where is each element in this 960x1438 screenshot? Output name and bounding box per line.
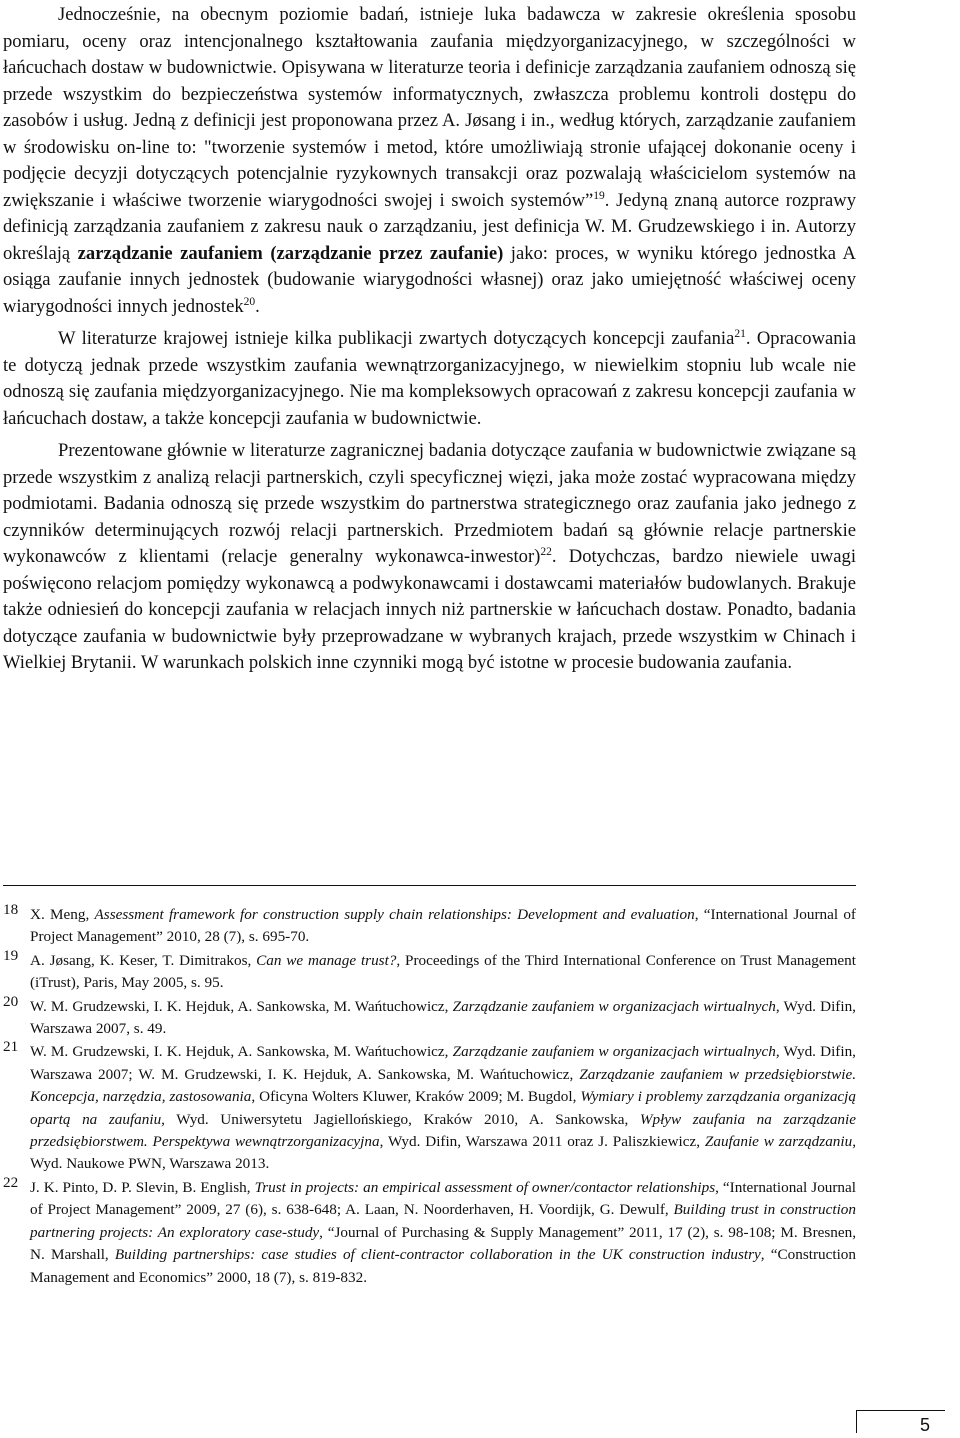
- page-number: 5: [920, 1415, 931, 1435]
- footnote-text: W. M. Grudzewski, I. K. Hejduk, A. Sankowska, M. Wańtuchowicz,: [30, 1043, 453, 1061]
- footnote-title-italic: Wpływ zaufania na zarządzanie przedsiębiorstwem. Perspektywa wewnątrzorganizacyjna: [30, 1110, 856, 1151]
- footnote-number: 21: [3, 1038, 19, 1056]
- footnote-text: , Proceedings of the Third International Conference on Trust Management (iTrust), Paris, May 2005, s. 95.: [30, 951, 856, 992]
- footnote-ref-19[interactable]: 19: [593, 189, 605, 202]
- bold-term: zarządzanie zaufaniem (zarządzanie przez zaufanie): [77, 242, 504, 264]
- paragraph-2-text-a: W literaturze krajowej istnieje kilka publikacji zwartych dotyczących koncepcji zaufania: [58, 328, 735, 349]
- paragraph-1-text-c: . Jedyną znaną autorce rozprawy definicją zarządzania zaufaniem z zakresu nauk o zarządzaniu, jest definicja W. M. Grudzewskiego i in.: [3, 189, 856, 237]
- paragraph-2-text-b: . Opracowania te dotyczą jednak przede wszystkim zaufania wewnątrzorganizacyjnego, w niewielkim stopniu lub wcale nie odnoszą się zaufania międzyorganizacyjnego. Nie ma kompleksowych opracowań z zakresu koncepcji zaufania w łańcuchach dostaw, a także koncepcji zaufania w budownictwie.: [3, 328, 856, 429]
- footnote-title-italic: Trust in projects: an empirical assessment of owner/contactor relationships: [254, 1178, 716, 1196]
- footnote-text: , “Construction Management and Economics” 2000, 18 (7), s. 819-832.: [30, 1246, 856, 1286]
- footnote-ref-22[interactable]: 22: [540, 546, 552, 559]
- footnote-text: W. M. Grudzewski, I. K. Hejduk, A. Sankowska, M. Wańtuchowicz,: [30, 997, 453, 1015]
- footnote-text: , Wyd. Difin, Warszawa 2007, s. 49.: [30, 997, 856, 1038]
- footnote-20: [3, 992, 856, 1041]
- footnote-title-italic: Zarządzanie zaufaniem w organizacjach wirtualnych: [452, 1043, 776, 1061]
- footnote-18: [3, 901, 856, 949]
- footnote-title-italic: Zarządzanie zaufaniem w przedsiębiorstwie. Koncepcja, narzędzia, zastosowania: [30, 1065, 856, 1106]
- footnote-number: 20: [3, 992, 19, 1010]
- footnote-text: , Wyd. Difin, Warszawa 2011 oraz J. Paliszkiewicz,: [379, 1133, 705, 1151]
- footnote-text: , Oficyna Wolters Kluwer, Kraków 2009; M. Bugdol,: [251, 1088, 581, 1106]
- paragraph-1: [3, 2, 856, 320]
- page-number-frame: [856, 1410, 945, 1433]
- footnote-number: 22: [3, 1173, 19, 1191]
- paragraph-3-text-b: . Dotychczas, bardzo niewiele uwagi poświęcono relacjom pomiędzy wykonawcą a podwykonawcami i dostawcami materiałów budowlanych. Brakuje także odniesień do koncepcji zaufania w relacjach innych niż partnerskie w łańcuchach dostaw. Ponadto, badania dotyczące zaufania w budownictwie były przeprowadzane w wybranych krajach, przede wszystkim w Chinach i Wielkiej Brytanii. W warunkach polskich inne czynniki mogą być istotne w procesie budowania zaufania.: [3, 546, 856, 673]
- footnote-title-italic: Wymiary i problemy zarządzania organizacją opartą na zaufaniu,: [30, 1088, 856, 1128]
- footnote-19: [3, 946, 856, 995]
- footnote-number: 18: [3, 901, 19, 918]
- footnote-text: A. Jøsang, K. Keser, T. Dimitrakos,: [30, 951, 257, 969]
- footnote-title-italic: Can we manage trust?: [256, 951, 397, 969]
- footnote-text: , Wyd. Difin, Warszawa 2007; W. M. Grudzewski, I. K. Hejduk, A. Sankowska, M. Wańtuchowicz,: [30, 1043, 856, 1083]
- footnote-title-italic: Building partnerships: case studies of client-contractor collaboration in the UK construction industry: [114, 1246, 761, 1264]
- footnote-text: , “Journal of Purchasing & Supply Management” 2011, 17 (2), s. 98-108; M. Bresnen, N. Marshall,: [30, 1223, 857, 1264]
- paragraph-1-text-b: , według których, zarządzanie zaufaniem w środowisku on-line to: "tworzenie systemów i metod, które umożliwiają stronie ufającej dokonanie oceny i podjęcie decyzji dotyczących potencjalnie ryzykownych transakcji oraz pozwalają właścicielom systemów na zwiększanie i właściwe tworzenie wiarygodności swojej i swoich systemów”: [3, 110, 856, 211]
- footnotes-section: [3, 901, 857, 1290]
- footnote-ref-20[interactable]: 20: [243, 295, 256, 308]
- paragraph-3-text-a: Prezentowane głównie w literaturze zagranicznej badania dotyczące zaufania w budownictwie związane są przede wszystkim z analizą relacji partnerskich, czyli specyficznej więzi, jaka może zostać wypracowana między podmiotami. Badania odnoszą się przede wszystkim do partnerstwa strategicznego oraz zaufania jako jednego z czynników determinujących rozwój relacji partnerskich. Przedmiotem badań są głównie relacje partnerskie wykonawców z klientami (relacje generalny wykonawca-inwestor): [3, 440, 856, 567]
- paragraph-1-text-f: .: [255, 295, 260, 317]
- footnote-title-italic: Building trust in construction partnering projects: An exploratory case-study: [30, 1201, 856, 1241]
- paragraph-1-text-e: jako: proces, w wyniku którego jednostka A osiąga zaufanie innych jednostek (budowanie wiarygodności własnej) oraz jako umiejętność właściwej oceny wiarygodności innych jednostek: [3, 242, 856, 317]
- footnote-text: Wyd. Uniwersytetu Jagiellońskiego, Kraków 2010, A. Sankowska,: [164, 1110, 640, 1128]
- paragraph-1-text-a: Jednocześnie, na obecnym poziomie badań, istnieje luka badawcza w zakresie określenia sposobu pomiaru, oceny oraz intencjonalnego kształtowania zaufania międzyorganizacyjnego, w szczególności w łańcuchach dostaw w budownictwie. Opisywana w literaturze teoria i definicje zarządzania zaufaniem odnoszą się przede wszystkim do bezpieczeństwa systemów informatycznych, zwłaszcza problemu kontroli dostępu do zasobów i usług. Jedną z definicji jest proponowana przez A. Jøsang i in.: [3, 4, 856, 131]
- footnote-22: [3, 1173, 857, 1289]
- paragraph-1-text-d: Autorzy określają: [3, 216, 856, 264]
- footnote-title-italic: Assessment framework for construction supply chain relationships: Development and evaluation: [94, 906, 695, 923]
- footnote-title-italic: Zarządzanie zaufaniem w organizacjach wirtualnych: [452, 997, 776, 1015]
- footnote-title-italic: Zaufanie w zarządzaniu: [704, 1133, 853, 1151]
- footnote-text: , Wyd. Naukowe PWN, Warszawa 2013.: [30, 1133, 856, 1173]
- body-text: [3, 2, 856, 677]
- paragraph-2: [3, 326, 856, 432]
- footnote-text: X. Meng,: [30, 906, 95, 923]
- footnote-ref-21[interactable]: 21: [734, 328, 746, 341]
- paragraph-3: [3, 438, 856, 677]
- footnote-text: , “International Journal of Project Management” 2010, 28 (7), s. 695-70.: [30, 906, 856, 946]
- footnote-text: , “International Journal of Project Management” 2009, 27 (6), s. 638-648; A. Laan, N. Noorderhaven, H. Voordijk, G. Dewulf,: [30, 1178, 856, 1219]
- footnote-number: 19: [3, 946, 19, 964]
- footnote-text: J. K. Pinto, D. P. Slevin, B. English,: [30, 1178, 255, 1196]
- footnote-21: [3, 1038, 856, 1175]
- footnote-separator: [3, 885, 856, 886]
